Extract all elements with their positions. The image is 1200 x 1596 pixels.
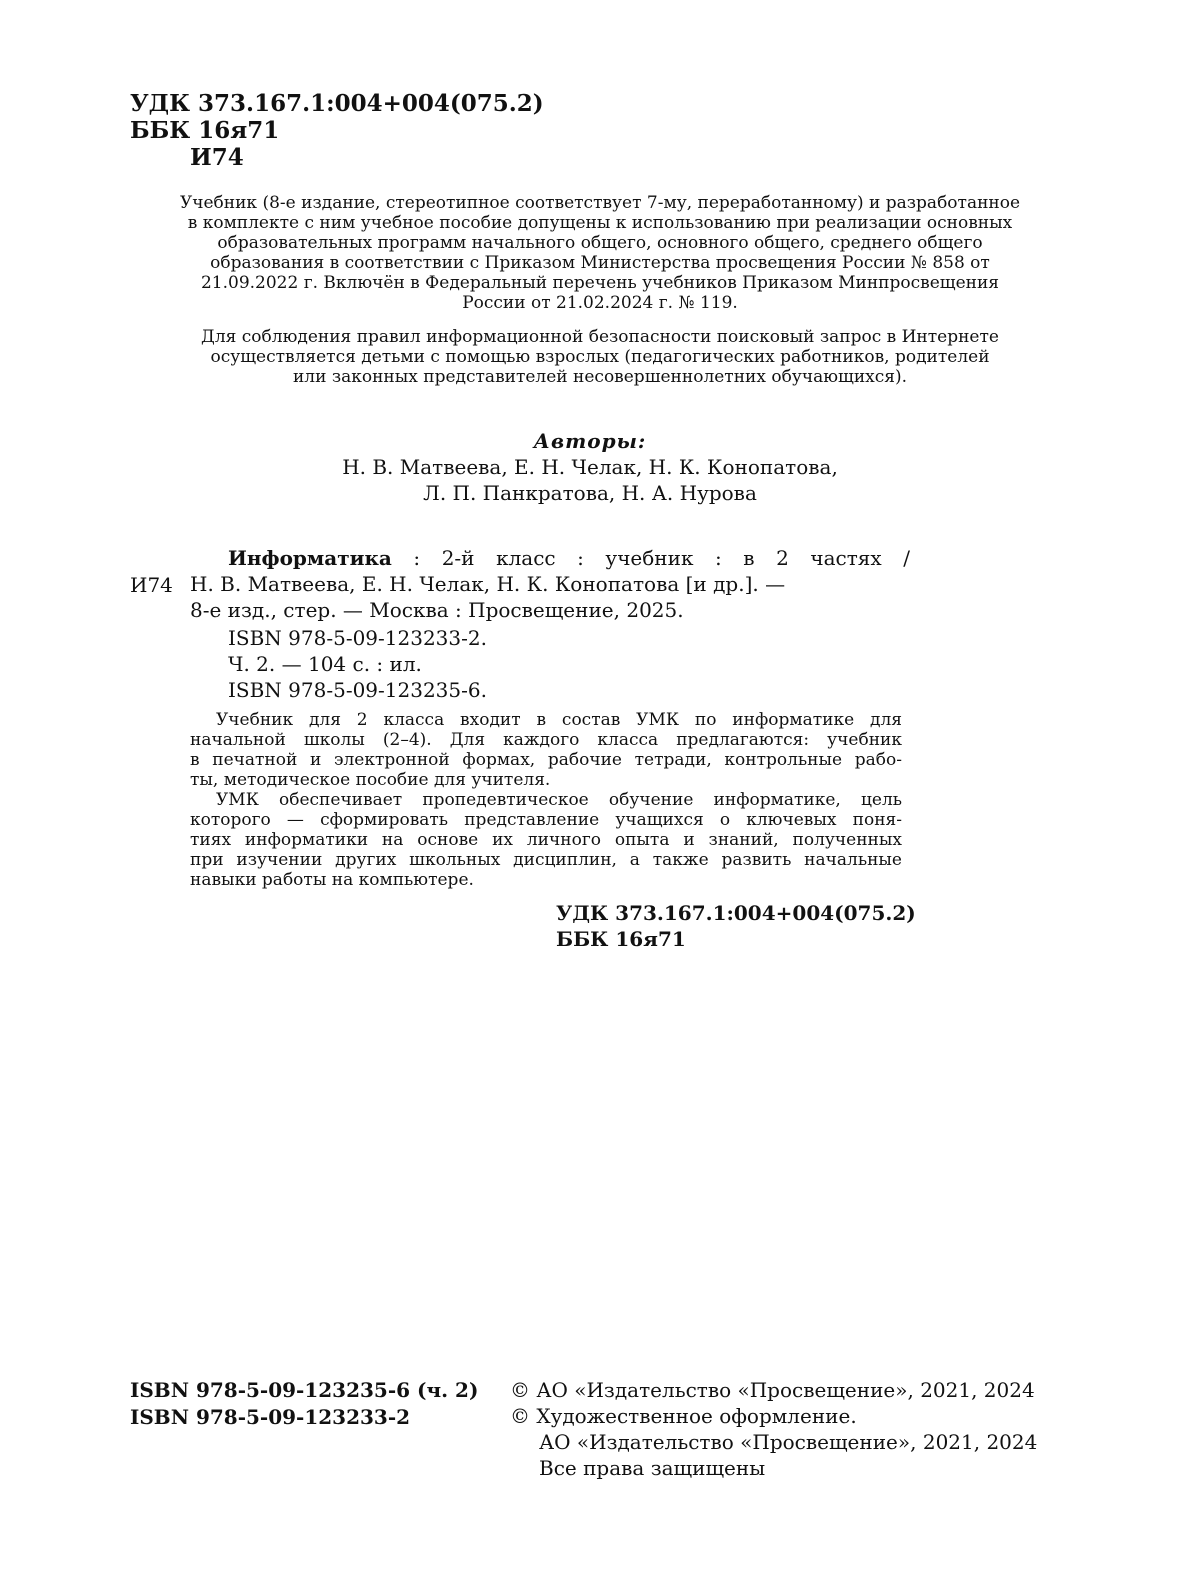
catalog-code: И74 [130,573,173,597]
annotation-line: при изучении других школьных дисциплин, а также развить начальные [190,850,902,870]
book-title: Информатика [228,546,392,570]
copyright-line: © Художественное оформление. [510,1404,857,1428]
annotation-line: навыки работы на компьютере. [190,870,474,890]
catalog-line [228,545,910,571]
approval-line: 21.09.2022 г. Включён в Федеральный перечень учебников Приказом Минпросвещения [200,273,1000,293]
isbn-part: ISBN 978-5-09-123235-6 (ч. 2) [130,1378,479,1402]
safety-line: Для соблюдения правил информационной безопасности поисковый запрос в Интернете [201,327,999,347]
safety-line: или законных представителей несовершеннолетних обучающихся). [292,367,908,387]
udk-catalog: УДК 373.167.1:004+004(075.2) [556,901,916,925]
annotation-line: начальной школы (2–4). Для каждого класса предлагаются: учебник [190,730,902,750]
copyright-line: © АО «Издательство «Просвещение», 2021, 2024 [510,1378,1035,1402]
annotation [190,710,902,890]
safety-notice [100,327,1100,387]
copyright-line: АО «Издательство «Просвещение», 2021, 2024 [539,1430,1038,1454]
authors-block [290,428,890,506]
annotation-line: Учебник для 2 класса входит в состав УМК по информатике для [216,710,902,730]
approval-line: образовательных программ начального общего, основного общего, среднего общего [217,233,983,253]
annotation-line: тиях информатики на основе их личного опыта и знаний, полученных [190,830,902,850]
catalog-isbn: ISBN 978-5-09-123235-6. [228,678,487,702]
authors-line: Н. В. Матвеева, Е. Н. Челак, Н. К. Конопатова, [342,455,838,479]
catalog-line-rest: : 2-й класс : учебник : в 2 частях / [391,546,910,570]
annotation-line: которого — сформировать представление учащихся о ключевых поня- [190,810,902,830]
approval-line: Учебник (8-е издание, стереотипное соответствует 7-му, переработанному) и разработанное [179,193,1021,213]
catalog-part: Ч. 2. — 104 с. : ил. [228,652,422,676]
copyright-block [510,1377,1037,1481]
annotation-line: УМК обеспечивает пропедевтическое обучение информатике, цель [216,790,902,810]
udk-header: УДК 373.167.1:004+004(075.2) [130,90,544,117]
approval-line: России от 21.02.2024 г. № 119. [462,293,738,313]
safety-line: осуществляется детьми с помощью взрослых (педагогических работников, родителей [210,347,990,367]
catalog-record [190,545,910,703]
catalog-isbn: ISBN 978-5-09-123233-2. [228,626,487,650]
rights-reserved: Все права защищены [539,1456,766,1480]
approval-line: в комплекте с ним учебное пособие допущены к использованию при реализации основных [187,213,1013,233]
bbk-header: ББК 16я71 [130,117,280,144]
annotation-line: ты, методическое пособие для учителя. [190,770,551,790]
approval-line: образования в соответствии с Приказом Министерства просвещения России № 858 от [210,253,990,273]
isbn-all: ISBN 978-5-09-123233-2 [130,1405,411,1429]
annotation-line: в печатной и электронной формах, рабочие тетради, контрольные рабо- [190,750,902,770]
authors-line: Л. П. Панкратова, Н. А. Нурова [423,481,757,505]
catalog-line: Н. В. Матвеева, Е. Н. Челак, Н. К. Конопатова [и др.]. — [190,572,786,596]
approval-notice [100,193,1100,313]
bbk-catalog: ББК 16я71 [556,927,686,951]
author-code-header: И74 [190,144,244,171]
authors-heading: Авторы: [533,429,647,453]
catalog-line: 8-е изд., стер. — Москва : Просвещение, 2025. [190,598,684,622]
